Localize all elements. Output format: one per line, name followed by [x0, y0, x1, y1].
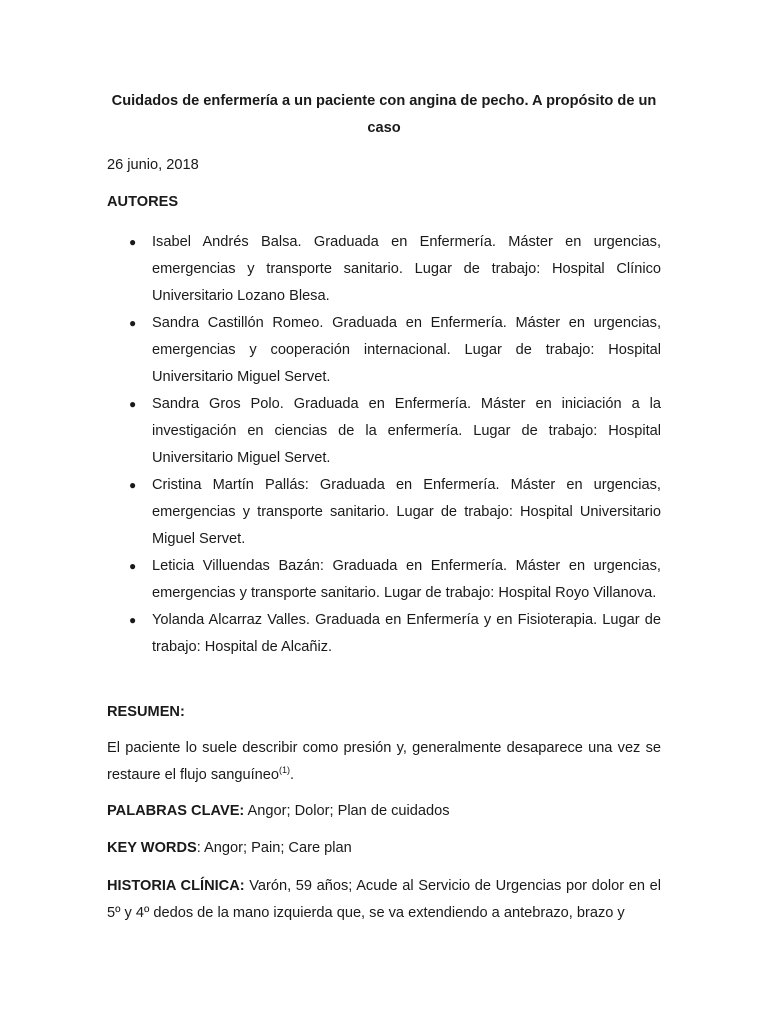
author-text: Sandra Castillón Romeo. Graduada en Enfermería. Máster en urgencias, emergencias y cooperación internacional. Lugar de trabajo: Hospital Universitario Miguel Servet. — [152, 315, 661, 385]
historia-clinica-label: HISTORIA CLÍNICA: — [107, 878, 245, 894]
bullet-icon: ● — [129, 478, 137, 492]
author-text: Isabel Andrés Balsa. Graduada en Enfermería. Máster en urgencias, emergencias y transporte sanitario. Lugar de trabajo: Hospital Clínico Universitario Lozano Blesa. — [152, 234, 661, 304]
document-title: Cuidados de enfermería a un paciente con angina de pecho. A propósito de un caso — [111, 93, 657, 136]
reference-marker: (1) — [279, 765, 290, 776]
author-text: Leticia Villuendas Bazán: Graduada en Enfermería. Máster en urgencias, emergencias y transporte sanitario. Lugar de trabajo: Hospital Royo Villanova. — [152, 558, 661, 601]
resumen-end: . — [290, 767, 295, 783]
historia-clinica-text: Varón, 59 años; Acude al Servicio de Urgencias por dolor en el 5º y 4º dedos de la mano izquierda que, se va extendiendo a antebrazo, brazo y — [107, 878, 661, 921]
author-text: Yolanda Alcarraz Valles. Graduada en Enfermería y en Fisioterapia. Lugar de trabajo: Hospital de Alcañiz. — [152, 612, 661, 655]
bullet-icon: ● — [129, 316, 137, 330]
author-item — [107, 607, 661, 661]
author-item — [107, 472, 661, 553]
author-item — [107, 391, 661, 472]
historia-clinica — [107, 873, 661, 927]
key-words — [107, 835, 661, 862]
author-text: Cristina Martín Pallás: Graduada en Enfermería. Máster en urgencias, emergencias y transporte sanitario. Lugar de trabajo: Hospital Universitario Miguel Servet. — [152, 477, 661, 547]
key-words-text: : Angor; Pain; Care plan — [196, 840, 352, 856]
bullet-icon: ● — [129, 559, 137, 573]
resumen-paragraph — [107, 735, 661, 789]
authors-list — [107, 229, 661, 661]
bullet-icon: ● — [129, 235, 137, 249]
publication-date: 26 junio, 2018 — [107, 157, 199, 173]
palabras-clave-text: Angor; Dolor; Plan de cuidados — [244, 803, 450, 819]
key-words-label: KEY WORDS — [107, 840, 197, 856]
palabras-clave-label: PALABRAS CLAVE: — [107, 803, 245, 819]
bullet-icon: ● — [129, 613, 137, 627]
author-item — [107, 310, 661, 391]
palabras-clave — [107, 798, 661, 825]
authors-heading: AUTORES — [107, 194, 179, 210]
author-item — [107, 229, 661, 310]
author-text: Sandra Gros Polo. Graduada en Enfermería. Máster en iniciación a la investigación en ciencias de la enfermería. Lugar de trabajo: Hospital Universitario Miguel Servet. — [152, 396, 661, 466]
resumen-text: El paciente lo suele describir como presión y, generalmente desaparece una vez se restaure el flujo sanguíneo — [107, 740, 661, 783]
resumen-heading: RESUMEN: — [107, 704, 185, 720]
author-item — [107, 553, 661, 607]
bullet-icon: ● — [129, 397, 137, 411]
